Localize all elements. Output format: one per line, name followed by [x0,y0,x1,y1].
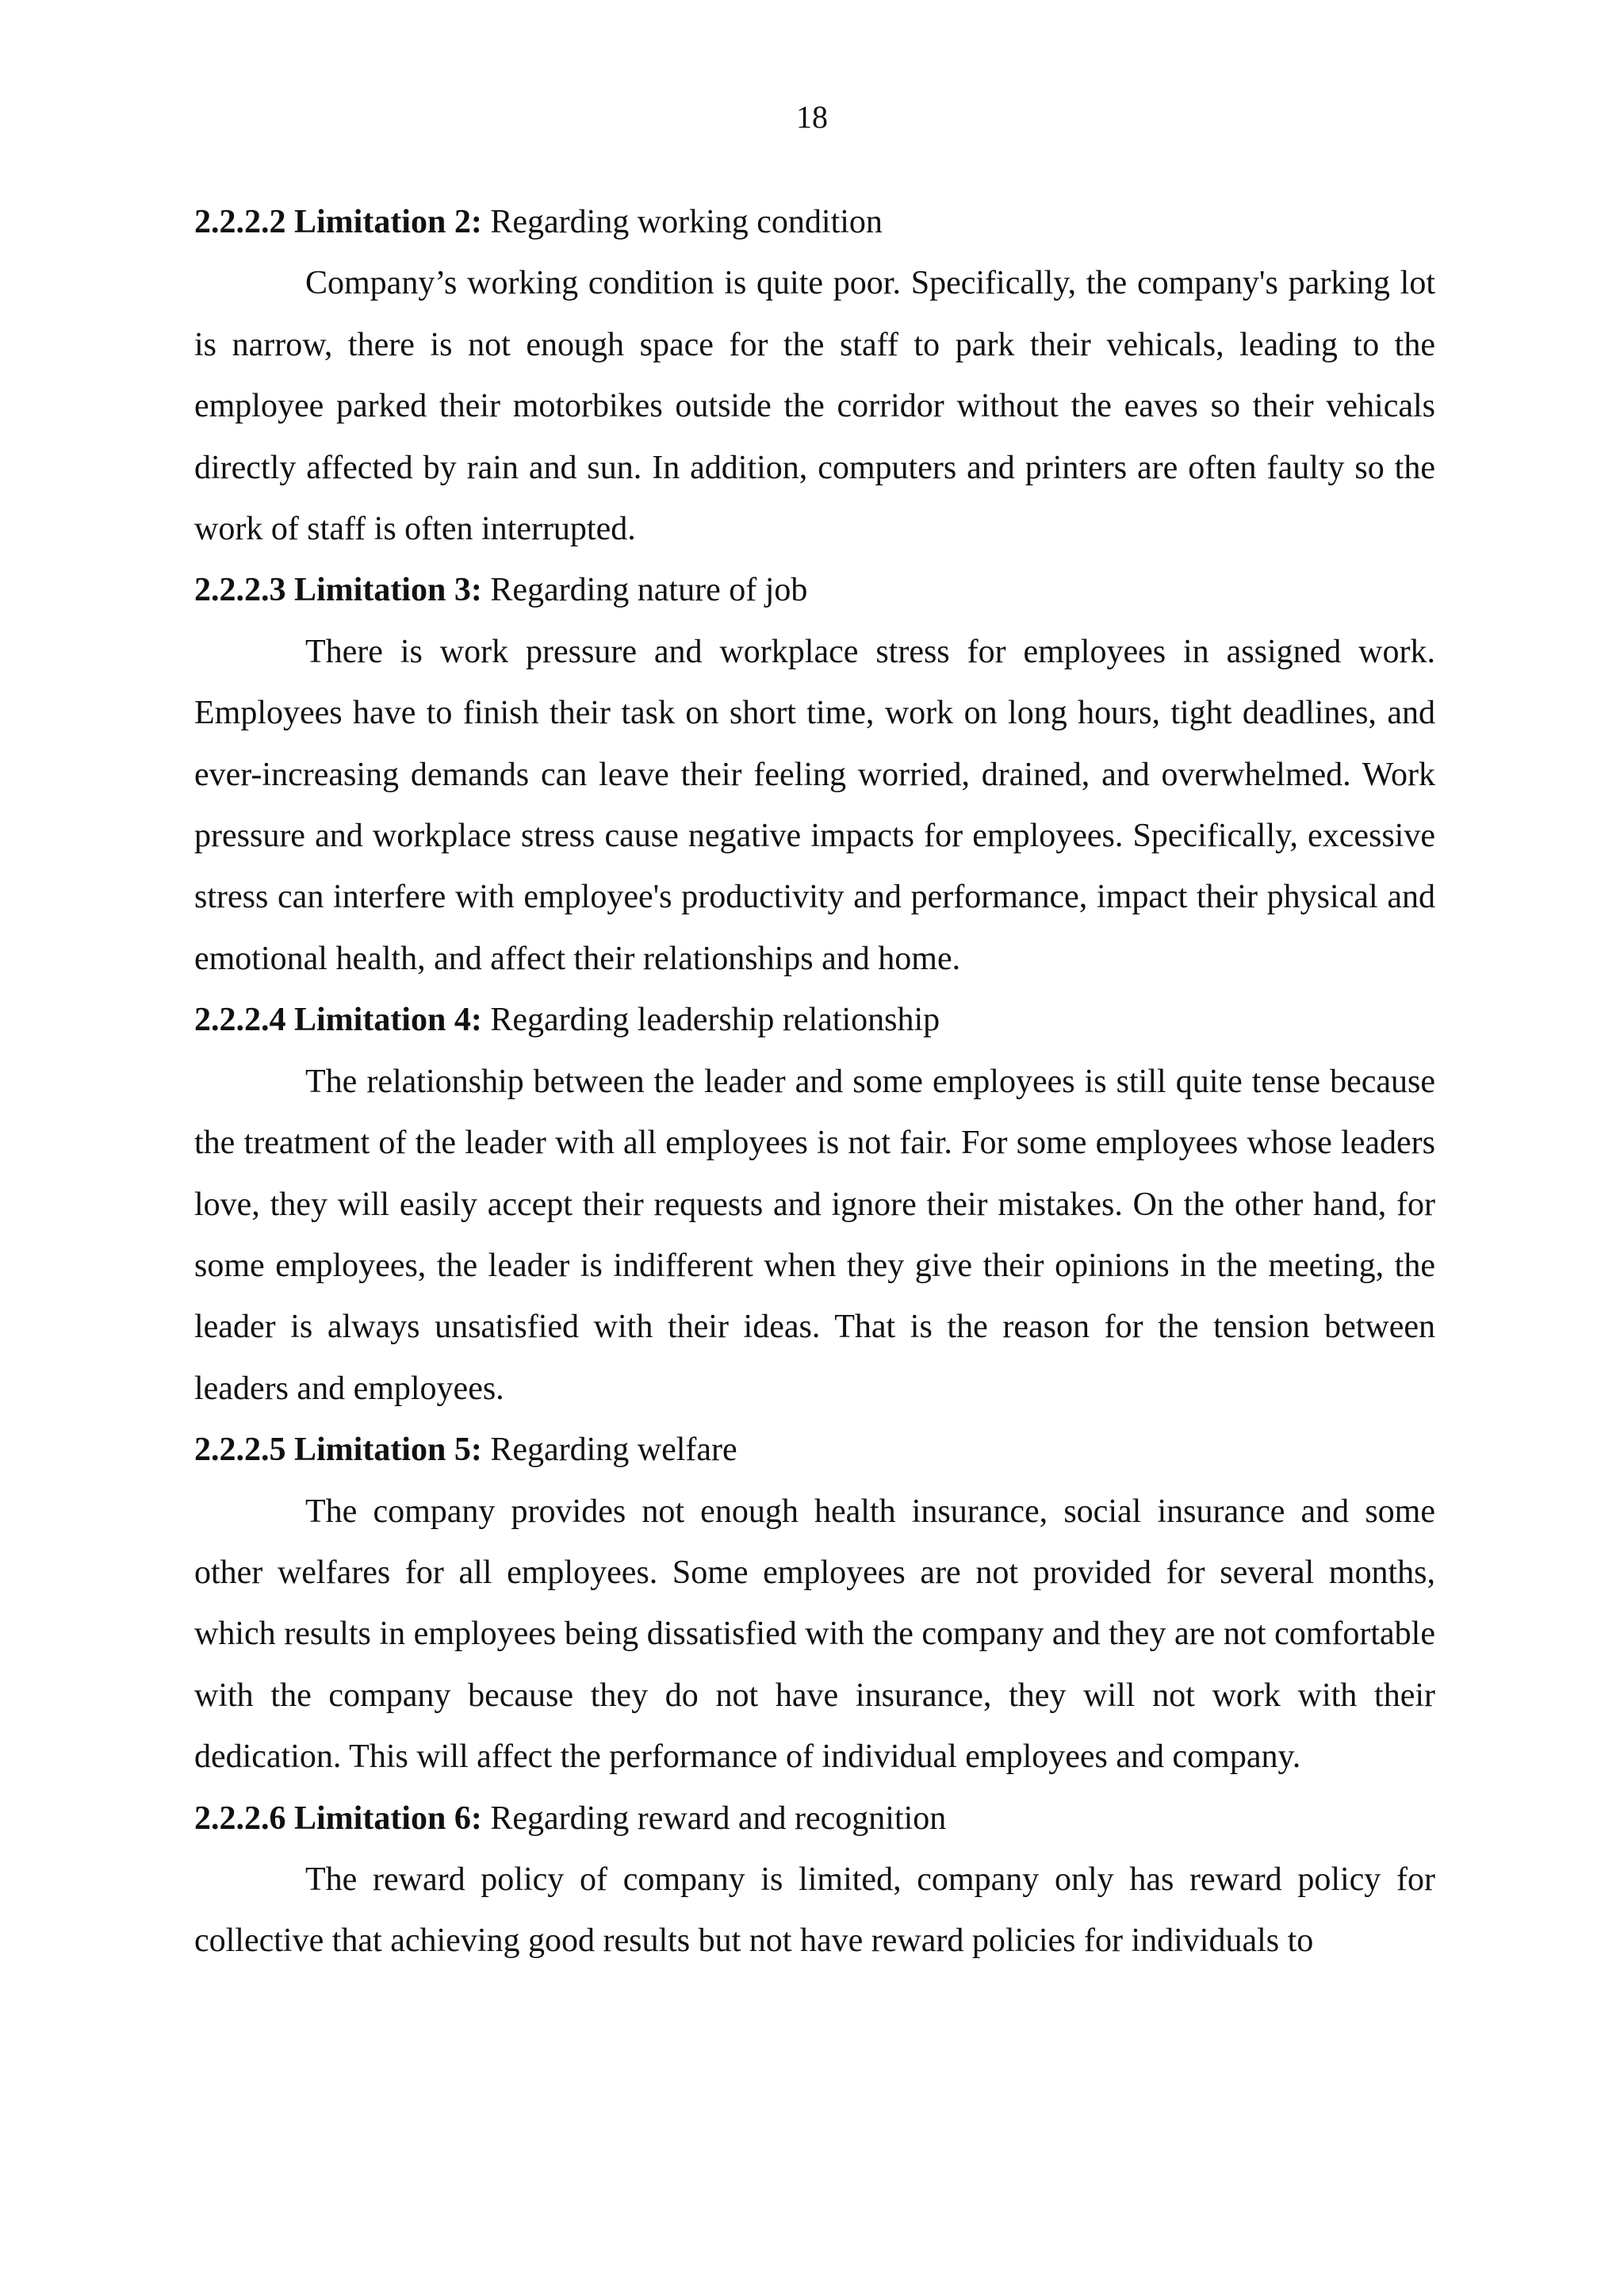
section-paragraph: The company provides not enough health insurance, social insurance and some other welfares for all employees. Some employees are not provided for several months, which results in employees being dissatisfied with the company and they are not comfortable with the company because they do not have insurance, they will not work with their dedication. This will affect the performance of individual employees and company. [194,1493,1435,1776]
section-title: Regarding working condition [490,204,883,240]
section-label: Limitation 6: [294,1800,482,1837]
section-label: Limitation 5: [294,1432,482,1469]
section-heading [194,192,1435,253]
document-body [194,192,1435,1972]
section-label: Limitation 4: [294,1002,482,1039]
section-label: Limitation 3: [294,572,482,609]
section-label: Limitation 2: [294,204,482,240]
section-title: Regarding leadership relationship [490,1002,940,1039]
section-title: Regarding nature of job [490,572,808,609]
section-limitation-6 [194,1788,1435,1972]
section-title: Regarding reward and recognition [490,1800,947,1837]
section-limitation-5 [194,1420,1435,1788]
section-heading [194,560,1435,621]
section-limitation-4 [194,990,1435,1420]
section-limitation-3 [194,560,1435,990]
section-heading [194,990,1435,1051]
section-number: 2.2.2.6 [194,1800,286,1837]
section-number: 2.2.2.5 [194,1432,286,1469]
section-heading [194,1788,1435,1849]
section-title: Regarding welfare [490,1432,737,1469]
section-number: 2.2.2.2 [194,204,286,240]
section-paragraph: Company’s working condition is quite poor. Specifically, the company's parking lot is narrow, there is not enough space for the staff to park their vehicals, leading to the employee parked their motorbikes outside the corridor without the eaves so their vehicals directly affected by rain and sun. In addition, computers and printers are often faulty so the work of staff is often interrupted. [194,265,1435,548]
section-number: 2.2.2.4 [194,1002,286,1039]
section-paragraph: There is work pressure and workplace stress for employees in assigned work. Employees have to finish their task on short time, work on long hours, tight deadlines, and ever-increasing demands can leave their feeling worried, drained, and overwhelmed. Work pressure and workplace stress cause negative impacts for employees. Specifically, excessive stress can interfere with employee's productivity and performance, impact their physical and emotional health, and affect their relationships and home. [194,633,1435,977]
section-paragraph: The reward policy of company is limited, company only has reward policy for collective that achieving good results but not have reward policies for individuals to [194,1861,1435,1960]
page-number: 18 [796,99,828,135]
section-paragraph: The relationship between the leader and some employees is still quite tense because the treatment of the leader with all employees is not fair. For some employees whose leaders love, they will easily accept their requests and ignore their mistakes. On the other hand, for some employees, the leader is indifferent when they give their opinions in the meeting, the leader is always unsatisfied with their ideas. That is the reason for the tension between leaders and employees. [194,1063,1435,1407]
section-number: 2.2.2.3 [194,572,286,609]
section-heading [194,1420,1435,1481]
section-limitation-2 [194,192,1435,560]
